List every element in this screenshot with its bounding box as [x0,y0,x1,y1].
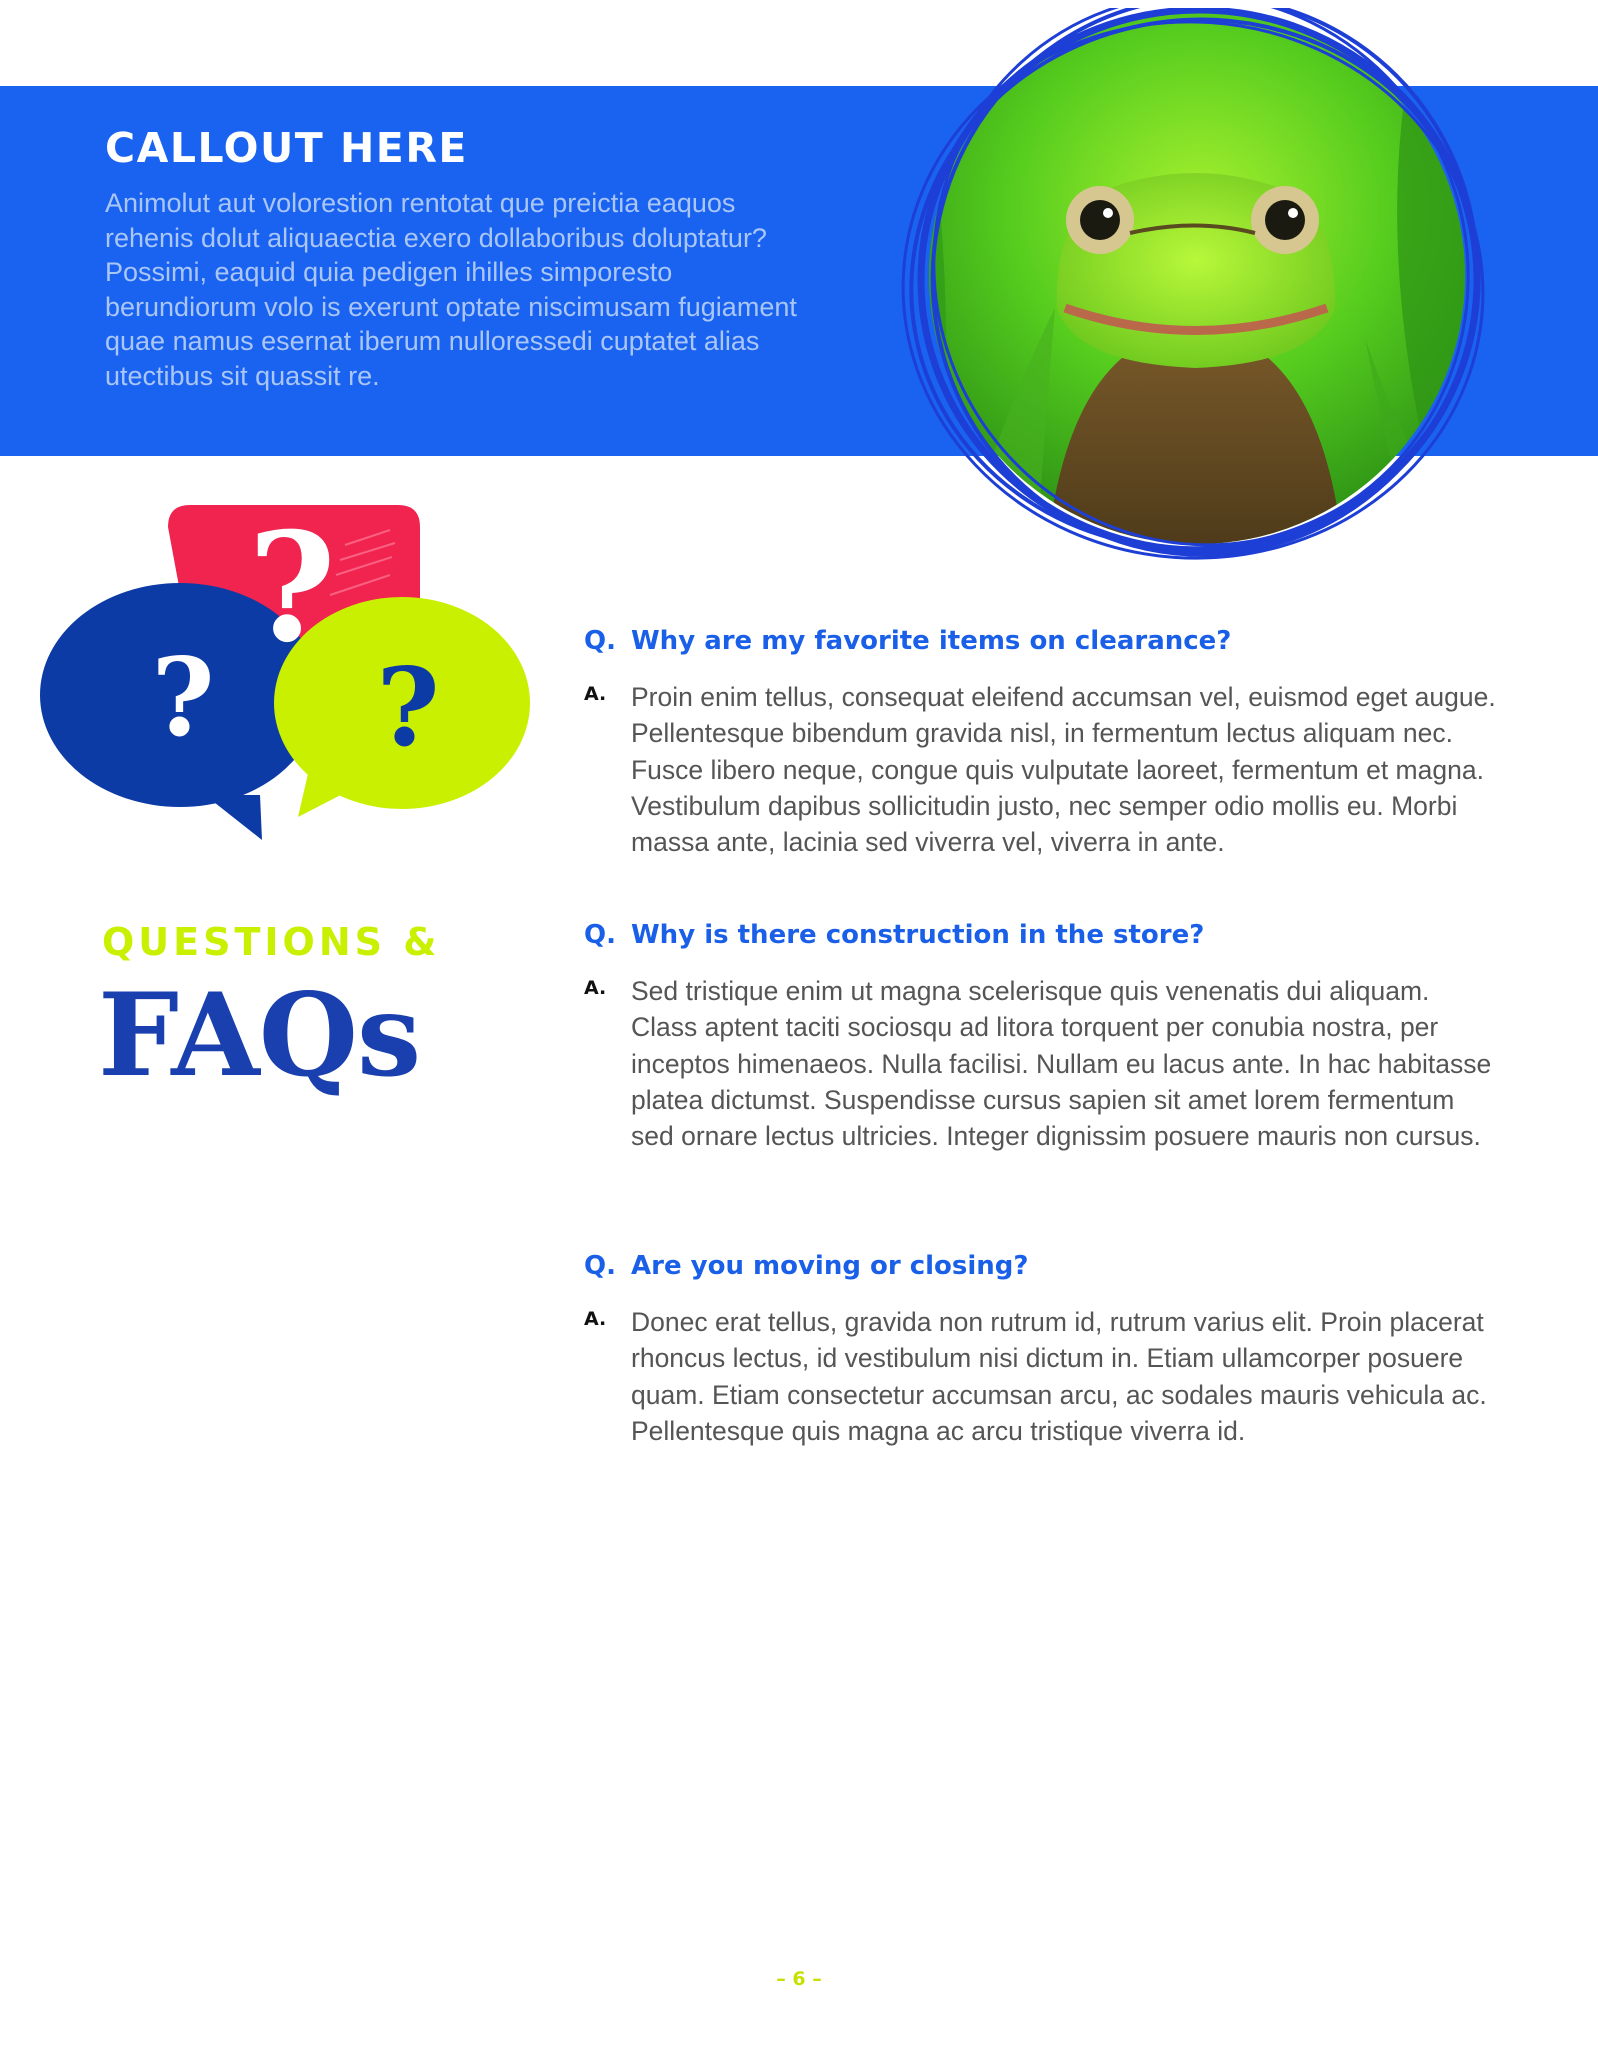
svg-text:?: ? [376,645,440,771]
answer-prefix: A. [584,977,607,999]
answer-text: Sed tristique enim ut magna scelerisque quis venenatis dui aliquam. Class aptent taciti sociosqu ad litora torquent per conubia nostra, per inceptos himenaeos. Nulla facilisi. Nullam eu lacus ante. In hac habitasse platea dictumst. Suspendisse cursus sapien sit amet lorem fermentum sed ornare lectus ultricies. Integer dignissim posuere mauris non cursus. [631,976,1492,1152]
svg-text:?: ? [248,505,336,676]
answer-text: Donec erat tellus, gravida non rutrum id, rutrum varius elit. Proin placerat rhoncus lectus, id vestibulum nisi dictum in. Etiam ullamcorper posuere quam. Etiam consectetur accumsan arcu, ac sodales mauris vehicula ac. Pellentesque quis magna ac arcu tristique viverra id. [631,1307,1487,1446]
faq-item-1 [584,626,1504,860]
frog-photo [895,8,1505,578]
faq-logo-line1: QUESTIONS & [102,920,441,964]
question-text: Why are my favorite items on clearance? [631,626,1232,656]
answer-prefix: A. [584,1308,607,1330]
faq-item-2 [584,920,1504,1154]
question-text: Are you moving or closing? [631,1251,1029,1281]
question-text: Why is there construction in the store? [631,920,1205,950]
answer-prefix: A. [584,683,607,705]
answer-text: Proin enim tellus, consequat eleifend accumsan vel, euismod eget augue. Pellentesque bibendum gravida nisl, in fermentum lectus aliquam nec. Fusce libero neque, congue quis vulputate laoreet, fermentum et magna. Vestibulum dapibus sollicitudin justo, nec semper odio mollis eu. Morbi massa ante, lacinia sed viverra vel, viverra in ante. [631,682,1496,858]
svg-text:?: ? [151,635,215,761]
page-number: – 6 – [776,1968,822,1990]
callout-body: Animolut aut volorestion rentotat que preictia eaquos rehenis dolut aliquaectia exero dollaboribus doluptatur? Possimi, eaquid quia pedigen ihilles simporesto berundiorum volo is exerunt optate niscimusam fugiament quae namus esernat iberum nulloressedi cuptatet alias utectibus sit quassit re. [105,188,797,391]
faq-logo [40,505,540,925]
faq-logo-line2: FAQs [98,968,421,1102]
question-prefix: Q. [584,1251,616,1281]
question-prefix: Q. [584,626,616,656]
callout-title: CALLOUT HERE [105,124,468,172]
question-prefix: Q. [584,920,616,950]
faq-item-3 [584,1251,1504,1449]
